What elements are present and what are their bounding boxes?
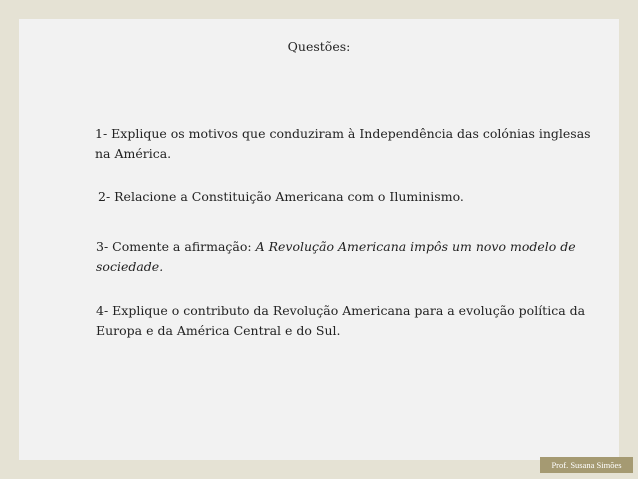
question-3 xyxy=(96,237,596,277)
question-3-prefix: 3- Comente a afirmação: xyxy=(96,239,256,254)
slide-title: Questões: xyxy=(287,39,351,54)
question-1: 1- Explique os motivos que conduziram à Independência das colónias inglesas na América. xyxy=(95,126,591,161)
question-2: 2- Relacione a Constituição Americana com o Iluminismo. xyxy=(98,189,464,204)
author-footer: Prof. Susana Simões xyxy=(540,457,633,473)
question-4: 4- Explique o contributo da Revolução Americana para a evolução política da Europa e da América Central e do Sul. xyxy=(96,303,586,338)
slide xyxy=(19,19,619,460)
question-3-quote: A Revolução Americana impôs um novo modelo de sociedade. xyxy=(96,239,576,274)
